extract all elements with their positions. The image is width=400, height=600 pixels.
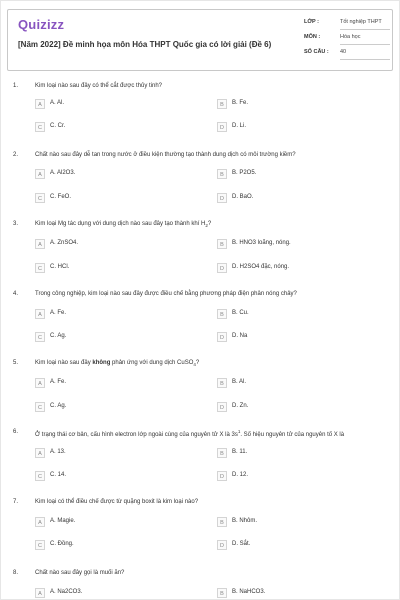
option-text: D. BaO. xyxy=(232,194,254,200)
option-letter-box: B xyxy=(217,448,227,458)
option-text: D. H2SO4 đặc, nóng. xyxy=(232,264,290,270)
option-letter-box: A xyxy=(35,517,45,527)
question-text: Kim loại nào sau đây không phản ứng với dung dịch CuSO$_4$? xyxy=(35,360,200,368)
option-text: A. Magie. xyxy=(50,518,76,524)
question-text: Chất nào sau đây gọi là muối ăn? xyxy=(35,570,125,576)
question-text: Kim loại nào sau đây có thể cắt được thủy tinh? xyxy=(35,83,163,89)
option-text: A. Na2CO3. xyxy=(50,589,83,595)
option-text: A. Fe. xyxy=(50,310,67,316)
option-text: A. Al. xyxy=(50,100,65,106)
option-text: C. HCl. xyxy=(50,264,70,270)
option-letter-box: C xyxy=(35,263,45,273)
option-letter-box: C xyxy=(35,122,45,132)
option-letter-box: A xyxy=(35,448,45,458)
option-text: B. HNO3 loãng, nóng. xyxy=(232,240,291,246)
question-text: Trong công nghiệp, kim loại nào sau đây được điều chế bằng phương pháp điện phân nóng chảy? xyxy=(35,291,297,297)
option-letter-box: D xyxy=(217,402,227,412)
meta-fields xyxy=(304,18,390,63)
option-text: B. NaHCO3. xyxy=(232,589,266,595)
meta-label: LỚP : xyxy=(304,19,319,25)
option-text: A. 13. xyxy=(50,449,66,455)
option-letter-box: B xyxy=(217,169,227,179)
option-letter-box: D xyxy=(217,122,227,132)
worksheet-title: [Năm 2022] Đề minh họa môn Hóa THPT Quốc gia có lời giải (Đề 6) xyxy=(18,40,272,49)
meta-value: Hóa học xyxy=(340,33,390,45)
meta-value: 40 xyxy=(340,48,390,60)
option-text: B. Al. xyxy=(232,379,247,385)
option-letter-box: C xyxy=(35,193,45,203)
option-letter-box: C xyxy=(35,471,45,481)
option-text: C. Ag. xyxy=(50,403,67,409)
option-text: B. Fe. xyxy=(232,100,249,106)
option-text: C. 14. xyxy=(50,472,67,478)
option-text: D. Li. xyxy=(232,123,247,129)
question-number: 5. xyxy=(13,360,19,366)
option-letter-box: A xyxy=(35,378,45,388)
question-number: 6. xyxy=(13,429,19,435)
option-letter-box: A xyxy=(35,239,45,249)
question-number: 3. xyxy=(13,221,19,227)
meta-label: MÔN : xyxy=(304,34,321,40)
option-text: A. Al2O3. xyxy=(50,170,76,176)
option-letter-box: D xyxy=(217,332,227,342)
option-letter-box: A xyxy=(35,309,45,319)
option-letter-box: D xyxy=(217,263,227,273)
option-text: D. Zn. xyxy=(232,403,249,409)
question-text: Kim loại có thể điều chế được từ quặng boxit là kim loại nào? xyxy=(35,499,199,505)
option-text: D. Sắt. xyxy=(232,541,251,547)
option-letter-box: B xyxy=(217,588,227,598)
question-number: 1. xyxy=(13,83,19,89)
meta-row-subject xyxy=(304,33,390,48)
worksheet-header xyxy=(7,9,393,71)
option-letter-box: B xyxy=(217,239,227,249)
option-text: B. Cu. xyxy=(232,310,249,316)
option-letter-box: C xyxy=(35,402,45,412)
option-text: C. Cr. xyxy=(50,123,66,129)
meta-row-question-count xyxy=(304,48,390,63)
option-letter-box: D xyxy=(217,193,227,203)
option-text: D. Na xyxy=(232,333,248,339)
option-letter-box: B xyxy=(217,378,227,388)
option-letter-box: D xyxy=(217,471,227,481)
option-letter-box: D xyxy=(217,540,227,550)
quizizz-logo: Quizizz xyxy=(18,17,65,32)
option-letter-box: A xyxy=(35,588,45,598)
question-number: 2. xyxy=(13,152,19,158)
option-text: C. Ag. xyxy=(50,333,67,339)
option-letter-box: A xyxy=(35,169,45,179)
option-text: A. Fe. xyxy=(50,379,67,385)
meta-value: Tốt nghiệp THPT xyxy=(340,18,390,30)
question-text: Ở trạng thái cơ bản, cấu hình electron lớp ngoài cùng của nguyên tử X là $3s^1$. Số hiệu nguyên tử của nguyên tố X là xyxy=(35,429,345,438)
option-letter-box: A xyxy=(35,99,45,109)
question-number: 8. xyxy=(13,570,19,576)
question-text: Kim loại Mg tác dụng với dung dịch nào sau đây tạo thành khí $H_2$? xyxy=(35,221,212,229)
option-text: B. 11. xyxy=(232,449,248,455)
option-text: C. Đồng. xyxy=(50,541,74,547)
question-number: 7. xyxy=(13,499,19,505)
meta-row-class xyxy=(304,18,390,33)
option-letter-box: C xyxy=(35,540,45,550)
question-number: 4. xyxy=(13,291,19,297)
option-text: A. ZnSO4. xyxy=(50,240,79,246)
option-text: D. 12. xyxy=(232,472,249,478)
option-letter-box: C xyxy=(35,332,45,342)
option-text: B. P2O5. xyxy=(232,170,257,176)
option-letter-box: B xyxy=(217,99,227,109)
option-letter-box: B xyxy=(217,517,227,527)
question-text: Chất nào sau đây dễ tan trong nước ở điều kiện thường tạo thành dung dịch có môi trường kiềm? xyxy=(35,152,296,158)
option-text: C. FeO. xyxy=(50,194,72,200)
option-letter-box: B xyxy=(217,309,227,319)
meta-label: SỐ CÂU : xyxy=(304,49,329,55)
option-text: B. Nhôm. xyxy=(232,518,258,524)
